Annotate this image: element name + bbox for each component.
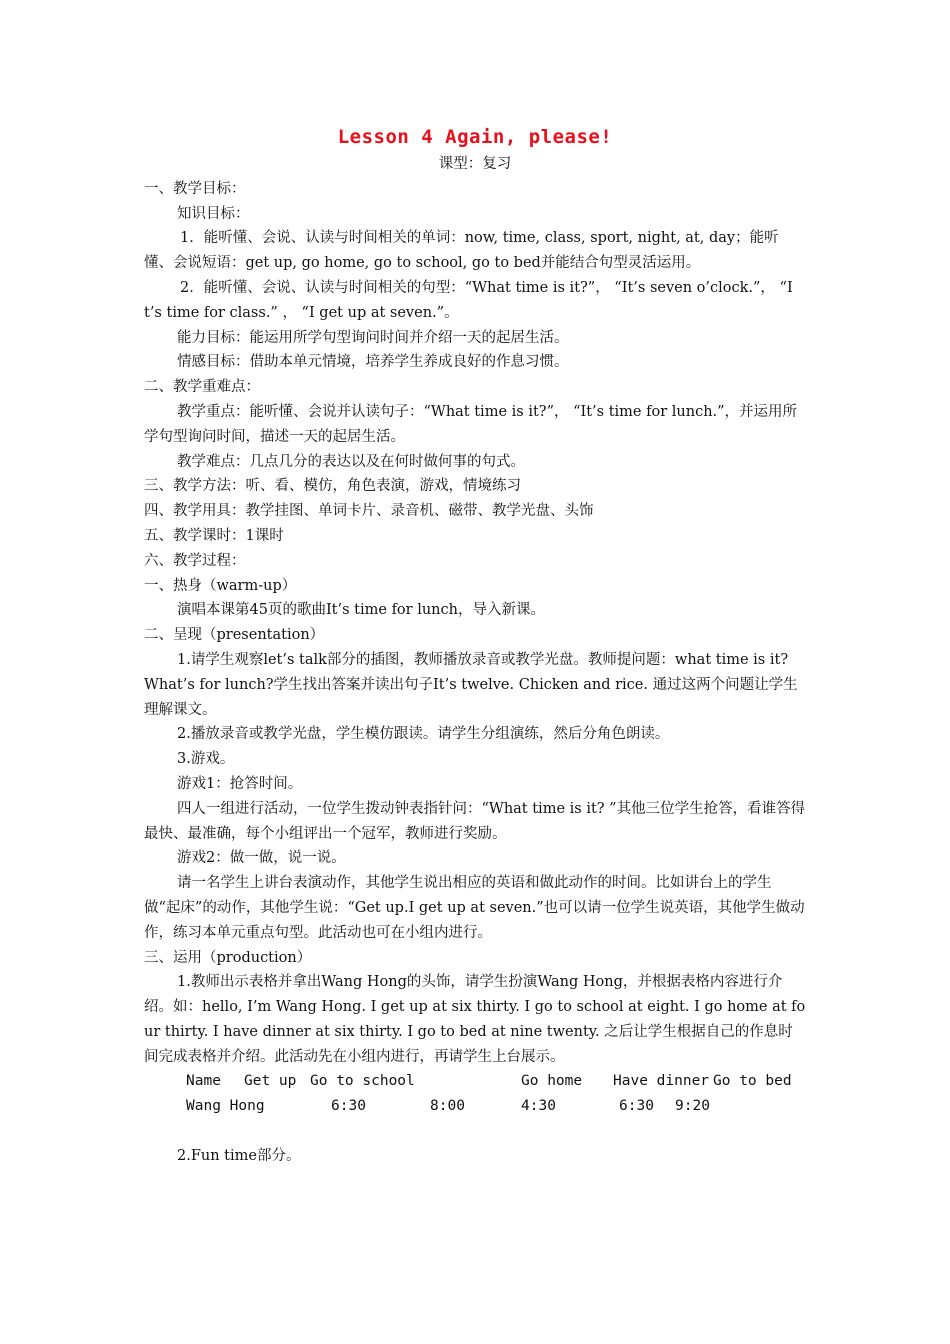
section-heading: 二、教学重难点：	[144, 379, 260, 396]
table-cell: Wang Hong	[186, 1098, 265, 1115]
section-heading: 六、教学过程：	[144, 552, 246, 569]
table-header-cell: Go to school	[310, 1073, 415, 1090]
paragraph: 游戏2：做一做，说一说。	[177, 850, 346, 867]
table-cell: 8:00	[430, 1098, 465, 1115]
table-header-cell: Get up	[244, 1073, 297, 1090]
table-header-cell: Have dinner	[613, 1073, 710, 1090]
section-heading: 四、教学用具：教学挂图、单词卡片、录音机、磁带、教学光盘、头饰	[144, 503, 594, 520]
table-row	[186, 1094, 806, 1119]
section-heading: 三、教学方法：听、看、模仿，角色表演，游戏，情境练习	[144, 478, 521, 495]
paragraph: 教学难点：几点几分的表达以及在何时做何事的句式。	[177, 453, 525, 470]
paragraph: 2.播放录音或教学光盘，学生模仿跟读。请学生分组演练，然后分角色朗读。	[177, 726, 670, 743]
table-cell: 9:20	[675, 1098, 710, 1115]
section-heading: 五、教学课时：1课时	[144, 527, 284, 544]
table-header-row	[186, 1069, 806, 1094]
paragraph: 四人一组进行活动，一位学生拨动钟表指针问：“What time is it? ”其他三位学生抢答，看谁答得最快、最准确，每个小组评出一个冠军，教师进行奖励。	[144, 800, 806, 842]
section-heading: 一、热身（warm-up）	[144, 577, 297, 594]
document-page	[144, 122, 806, 1169]
paragraph: 教学重点：能听懂、会说并认读句子：“What time is it?”， “It’s time for lunch.”，并运用所学句型询问时间，描述一天的起居生活。	[144, 403, 798, 445]
paragraph: 2.Fun time部分。	[177, 1147, 301, 1164]
paragraph: 1．能听懂、会说、认读与时间相关的单词：now, time, class, sport, night, at, day；能听懂、会说短语：get up, go home, go to school, go to bed并能结合句型灵活运用。	[144, 230, 779, 272]
section-heading: 三、运用（production）	[144, 949, 312, 966]
paragraph: 1.教师出示表格并拿出Wang Hong的头饰，请学生扮演Wang Hong，并根据表格内容进行介绍。如：hello, I’m Wang Hong. I get up at six thirty. I go to school at eight. I go home at four thirty. I have dinner at six thirty. I go to bed at nine twenty. 之后让学生根据自己的作息时间完成表格并介绍。此活动先在小组内进行，再请学生上台展示。	[144, 974, 806, 1065]
table-cell: 4:30	[521, 1098, 556, 1115]
paragraph: 1.请学生观察let’s talk部分的插图，教师播放录音或教学光盘。教师提问题：what time is it? What’s for lunch?学生找出答案并读出句子It’s twelve. Chicken and rice. 通过这两个问题让学生理解课文。	[144, 651, 798, 718]
table-cell: 6:30	[619, 1098, 654, 1115]
paragraph: 演唱本课第45页的歌曲It’s time for lunch，导入新课。	[177, 602, 545, 619]
lesson-title: Lesson 4 Again, please!	[337, 126, 613, 148]
section-heading: 一、教学目标：	[144, 180, 246, 197]
table-header-cell: Name	[186, 1073, 221, 1090]
paragraph: 能力目标：能运用所学句型询问时间并介绍一天的起居生活。	[177, 329, 569, 346]
section-heading: 二、呈现（presentation）	[144, 627, 325, 644]
table-header-cell: Go to bed	[713, 1073, 792, 1090]
spacer	[144, 1119, 806, 1144]
sub-heading: 知识目标：	[177, 205, 250, 222]
schedule-table	[186, 1069, 806, 1119]
paragraph: 游戏1：抢答时间。	[177, 775, 303, 792]
table-header-cell: Go home	[521, 1073, 583, 1090]
lesson-type: 课型：复习	[438, 156, 512, 172]
table-cell: 6:30	[331, 1098, 366, 1115]
paragraph: 3.游戏。	[177, 751, 235, 768]
paragraph: 2．能听懂、会说、认读与时间相关的句型：“What time is it?”， “It’s seven o’clock.”， “It’s time for class.” ， “I get up at seven.”。	[144, 279, 793, 321]
paragraph: 请一名学生上讲台表演动作，其他学生说出相应的英语和做此动作的时间。比如讲台上的学生做“起床”的动作，其他学生说：“Get up.I get up at seven.”也可以请一位学生说英语，其他学生做动作，练习本单元重点句型。此活动也可在小组内进行。	[144, 875, 805, 941]
paragraph: 情感目标：借助本单元情境，培养学生养成良好的作息习惯。	[177, 354, 569, 371]
